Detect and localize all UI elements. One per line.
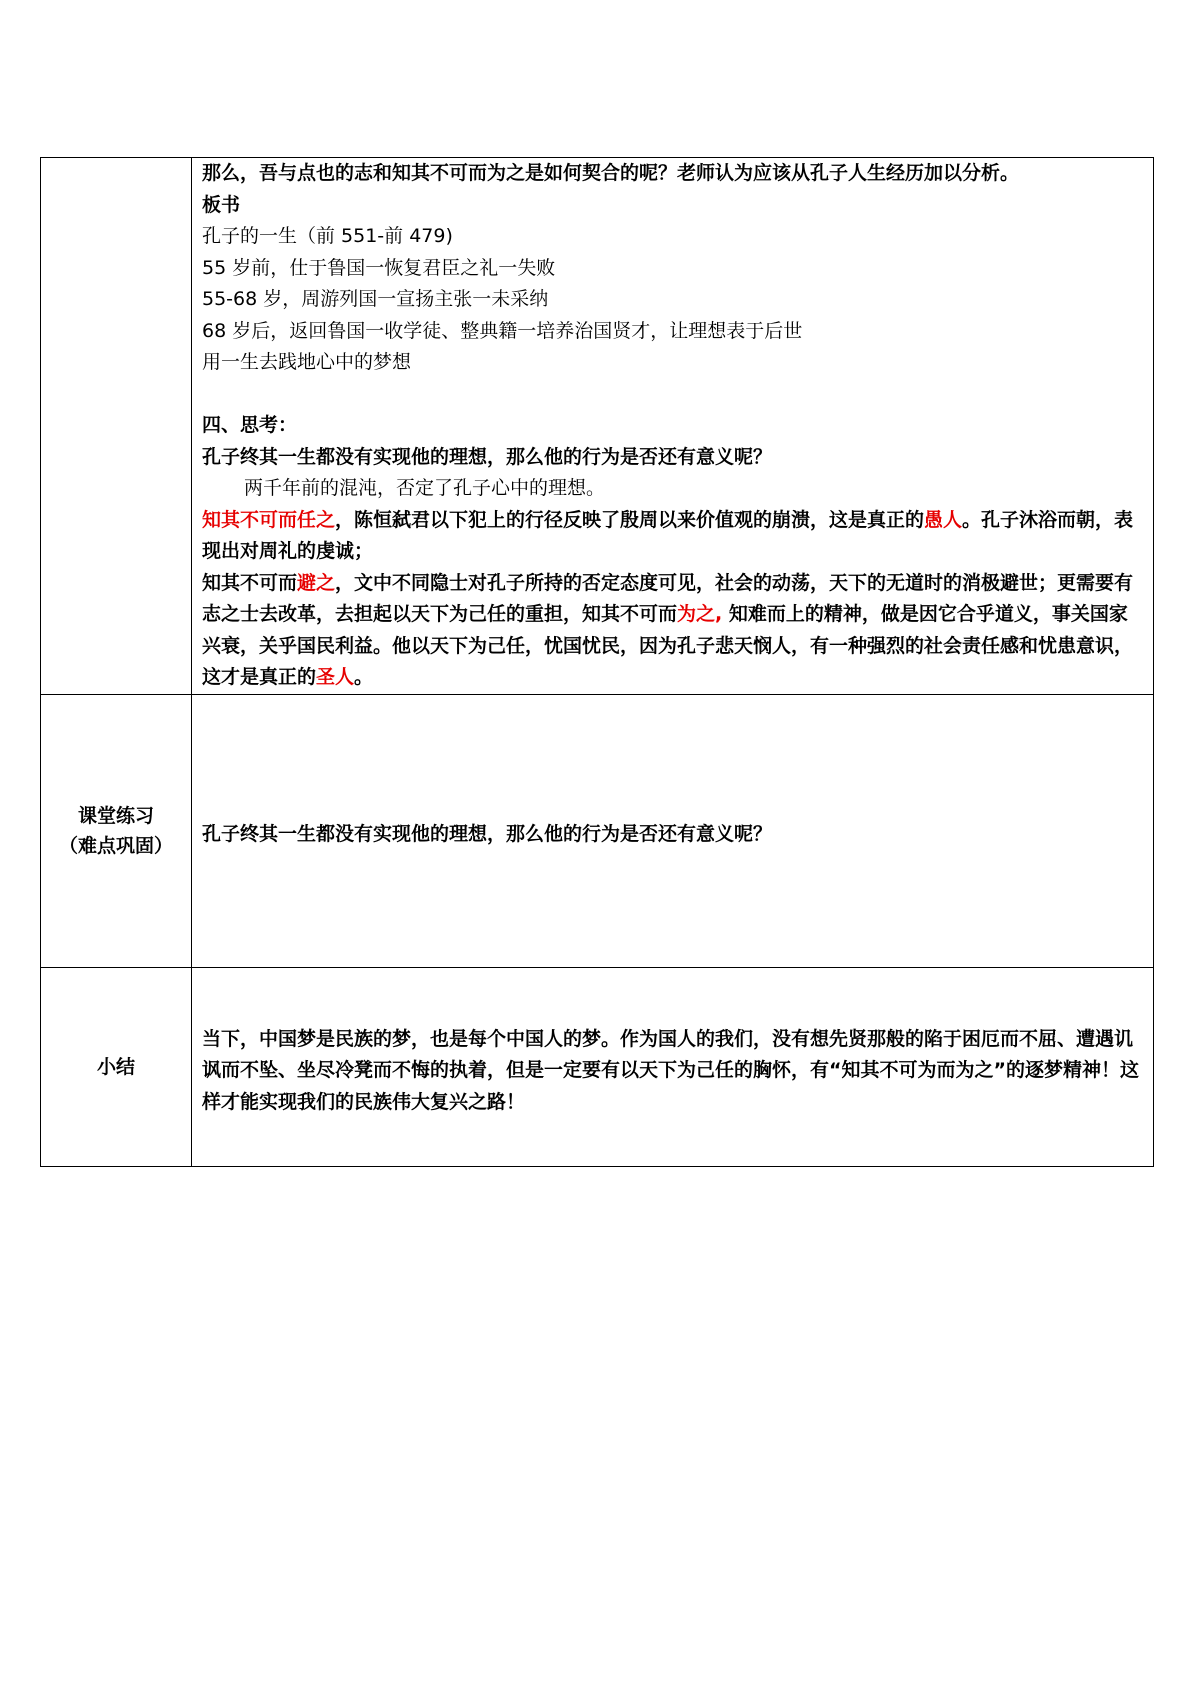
thinking-question: 孔子终其一生都没有实现他的理想，那么他的行为是否还有意义呢？ (202, 445, 773, 468)
board-line-55-68: 55-68 岁，周游列国一宣扬主张一未采纳 (202, 288, 549, 310)
blank-line (202, 379, 1145, 411)
emphasis-text: 愚人 (924, 508, 963, 531)
summary-content-cell (192, 967, 1154, 1166)
paragraph-text: ，陈恒弑君以下犯上的行径反映了殷周以来价值观的崩溃，这是真正的 (335, 508, 925, 531)
teaching-content-cell (192, 158, 1154, 695)
row-label-empty (41, 158, 192, 695)
paragraph-foolish (202, 505, 1145, 568)
table-row-practice (41, 694, 1154, 967)
paragraph-text: 。 (354, 666, 374, 688)
paragraph-text: ，文中不同隐士对孔子所持的否定态度可见，社会的动荡，天下的无道时的消极避世；更需要有志之士去改革，去担起以天下为己任的重担，知其不可而 (202, 571, 1134, 625)
emphasis-text: 圣人 (316, 666, 355, 688)
board-line-before-55: 55 岁前，仕于鲁国一恢复君臣之礼一失败 (202, 256, 556, 279)
practice-content-cell (192, 694, 1154, 967)
table-row-summary (41, 967, 1154, 1166)
row-label-summary: 小结 (41, 967, 192, 1166)
board-line-after-68: 68 岁后，返回鲁国一收学徒、整典籍一培养治国贤才，让理想表于后世 (202, 319, 803, 342)
practice-label-line1: 课堂练习 (77, 804, 154, 827)
intro-question: 那么，吾与点也的志和知其不可而为之是如何契合的呢？老师认为应该从孔子人生经历加以分析。 (202, 162, 1020, 184)
summary-text: 当下，中国梦是民族的梦，也是每个中国人的梦。作为国人的我们，没有想先贤那般的陷于困厄而不屈、遭遇讥讽而不坠、坐尽冷凳而不悔的执着，但是一定要有以天下为己任的胸怀，有“知其不可为而为之”的逐梦精神！这样才能实现我们的民族伟大复兴之路！ (202, 1027, 1139, 1113)
emphasis-text: 为之, (677, 603, 723, 625)
section-heading-thinking: 四、思考： (202, 414, 298, 436)
board-heading: 板书 (202, 193, 241, 216)
paragraph-text: 知其不可而 (202, 571, 298, 594)
board-line-life: 孔子的一生（前 551-前 479) (202, 225, 453, 247)
table-row-teaching-process (41, 158, 1154, 695)
emphasis-text: 避之 (297, 571, 336, 594)
practice-label-line2: （难点巩固） (58, 834, 173, 857)
lesson-plan-table (40, 157, 1154, 1167)
paragraph-sage (202, 568, 1145, 694)
row-label-practice (41, 694, 192, 967)
chaos-statement: 两千年前的混沌，否定了孔子心中的理想。 (244, 477, 606, 499)
board-line-dream: 用一生去践地心中的梦想 (202, 351, 412, 373)
practice-question: 孔子终其一生都没有实现他的理想，那么他的行为是否还有意义呢？ (202, 822, 773, 845)
emphasis-text: 知其不可而任之 (202, 508, 336, 531)
paragraph-text: 知难而上的精神，做是因它合乎道义，事关国家兴衰，关乎国民利益。他以天下为己任，忧国忧民，因为孔子悲天悯人，有一种强烈的社会责任感和忧患意识，这才是真正的 (202, 603, 1134, 688)
paragraph-text: 。孔子沐浴而朝，表现出对周礼的虔诚； (202, 508, 1134, 562)
